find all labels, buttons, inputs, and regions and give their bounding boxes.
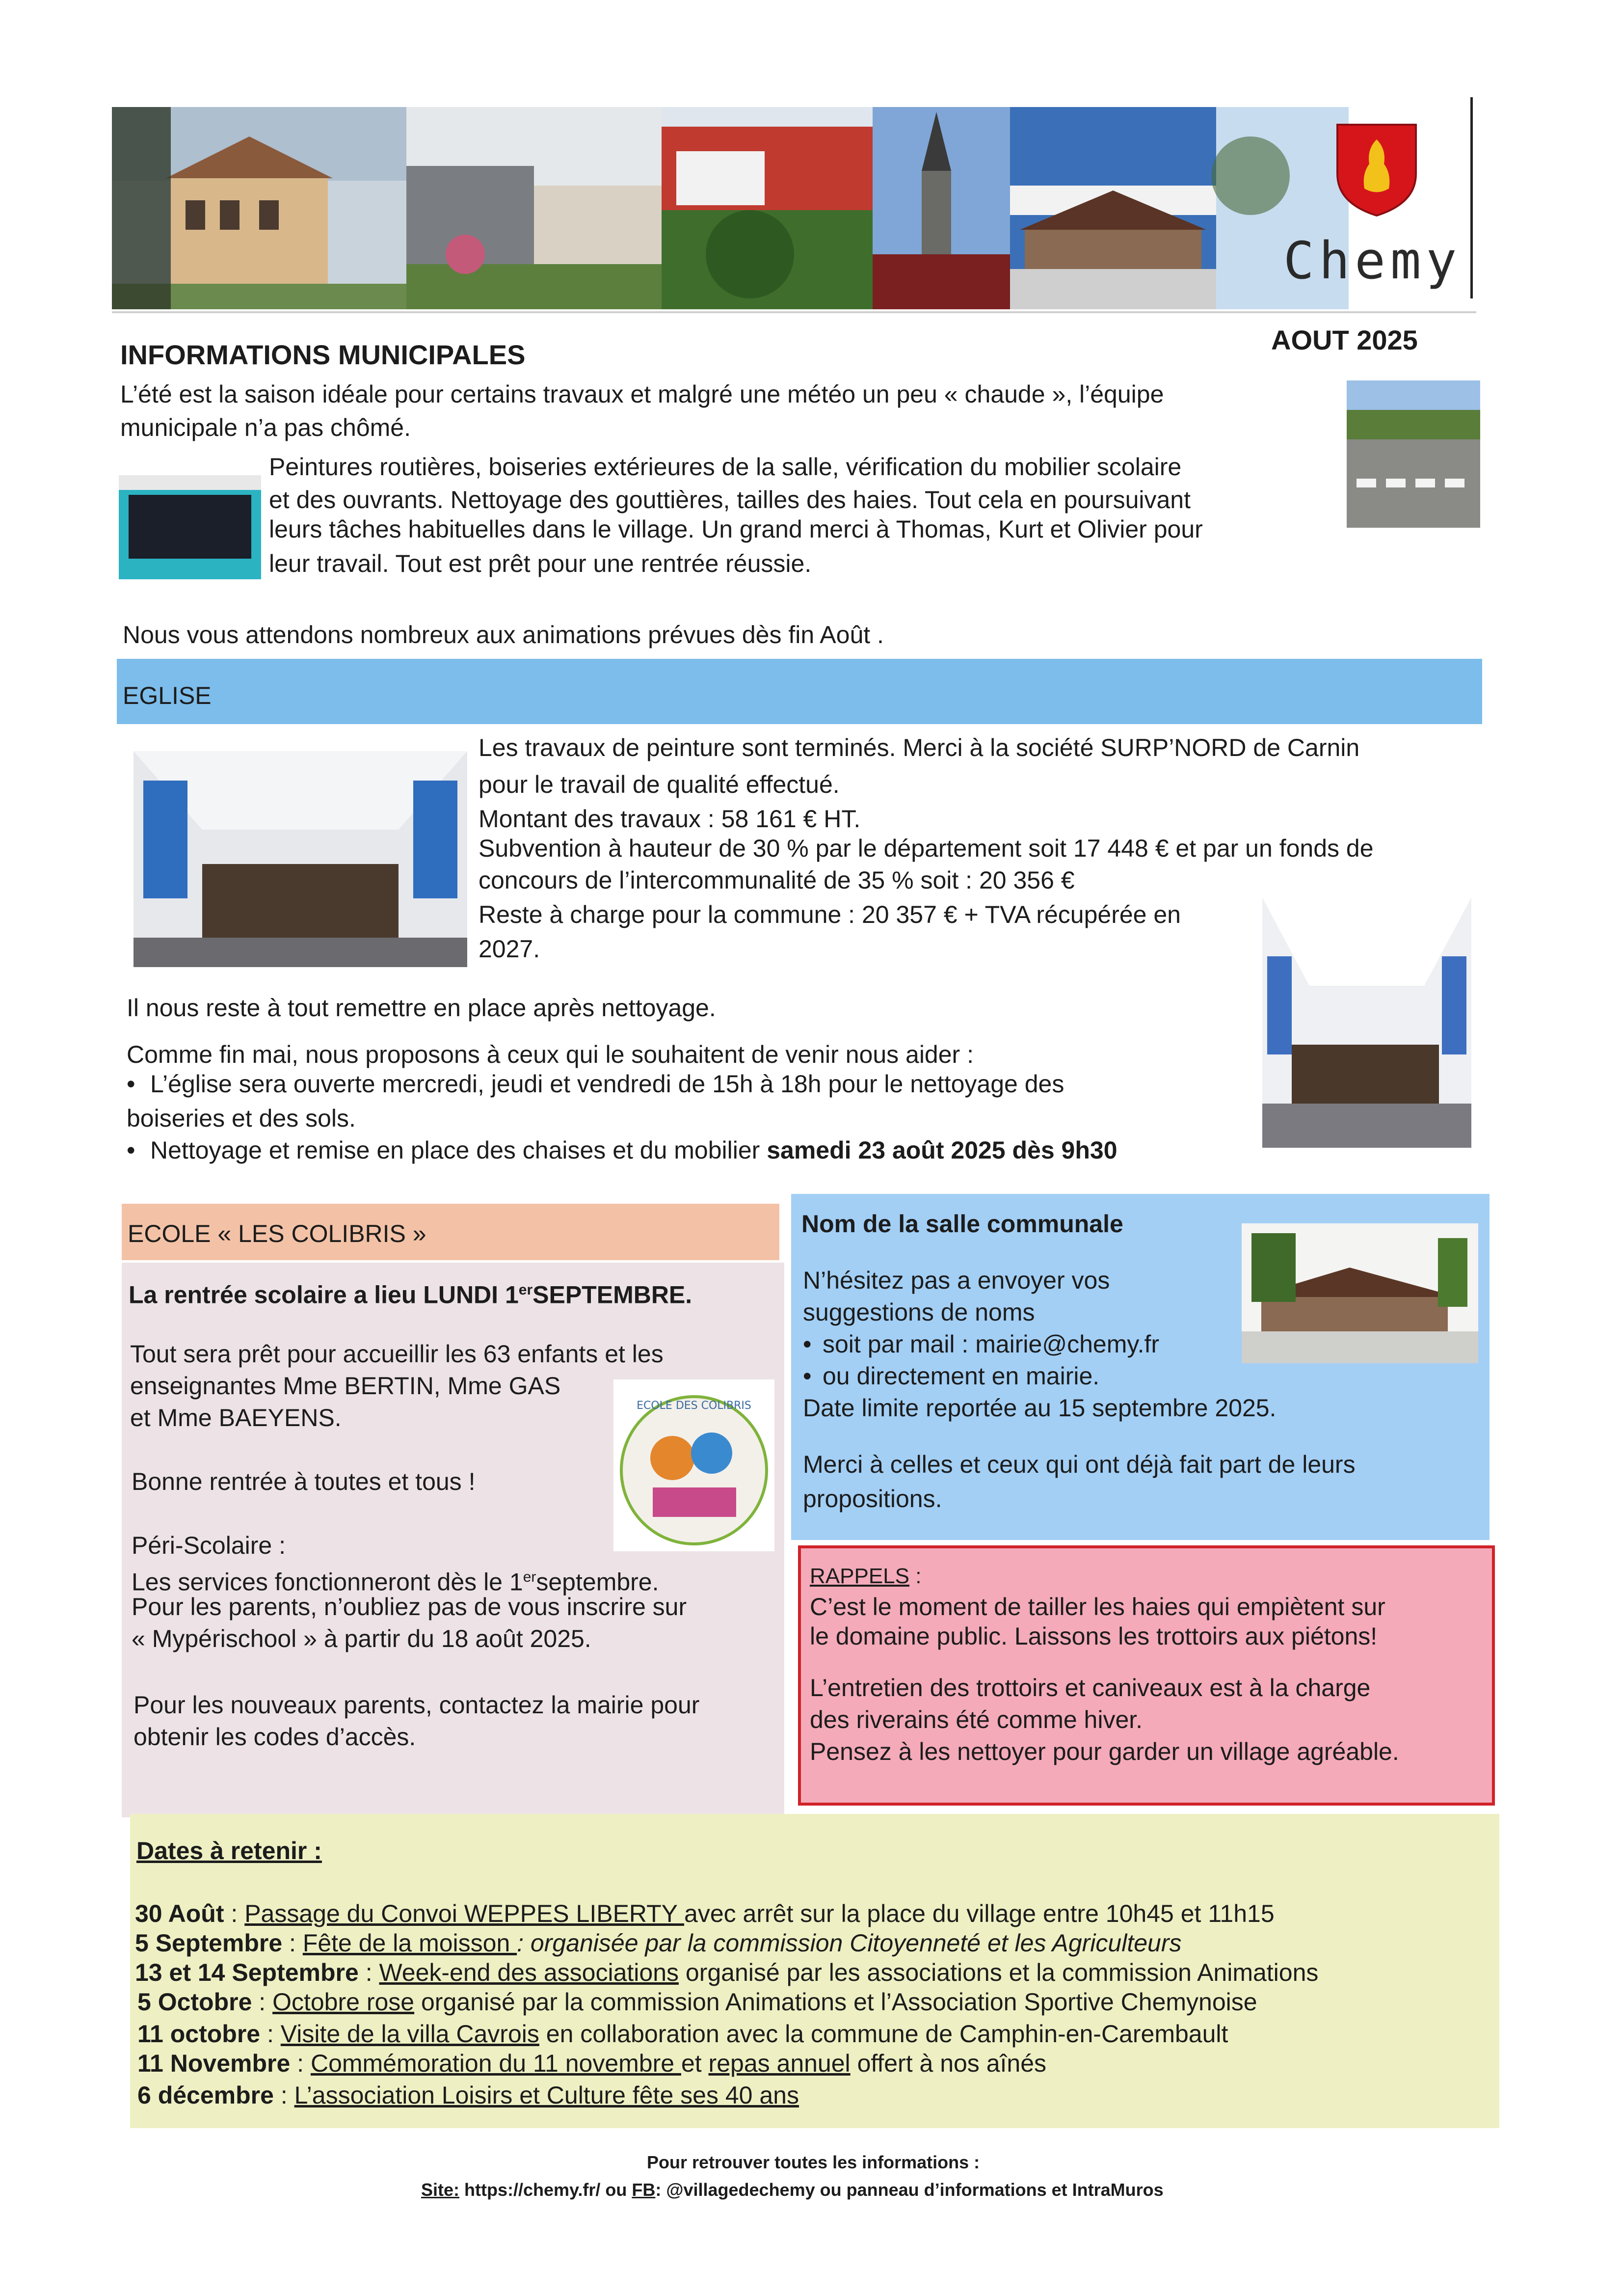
ecole-text: enseignantes Mme BERTIN, Mme GAS: [130, 1372, 561, 1400]
ecole-text: Tout sera prêt pour accueillir les 63 enfants et les: [130, 1340, 664, 1368]
salle-contact: [803, 1328, 1159, 1360]
date-label: 11 Novembre: [137, 2050, 291, 2077]
town-coat-of-arms-icon: [1328, 120, 1426, 218]
school-logo: [613, 1379, 774, 1551]
date-item: 11 octobre : Visite de la villa Cavrois en collaboration avec la commune de Camphin-en-Carembault: [137, 2020, 1228, 2048]
event-detail: offert à nos aînés: [850, 2050, 1047, 2077]
bullet-icon: •: [803, 1362, 812, 1390]
event-name: Octobre rose: [272, 1988, 415, 2016]
rappels-title: RAPPELS :: [810, 1564, 922, 1588]
bullet-icon: •: [127, 1136, 135, 1164]
salle-text: Merci à celles et ceux qui ont déjà fait part de leurs: [803, 1451, 1356, 1478]
date-item: 6 décembre : L’association Loisirs et Culture fête ses 40 ans: [137, 2081, 799, 2109]
dates-title: Dates à retenir :: [136, 1837, 322, 1864]
salle-text: suggestions de noms: [803, 1298, 1035, 1326]
date-label: 6 décembre: [137, 2081, 274, 2109]
ecole-text: Pour les nouveaux parents, contactez la mairie pour: [133, 1691, 700, 1719]
ecole-text: Pour les parents, n’oubliez pas de vous inscrire sur: [132, 1593, 687, 1621]
ecole-text: Les services fonctionneront dès le 1erseptembre.: [132, 1568, 659, 1596]
bullet-text: ou directement en mairie.: [823, 1362, 1100, 1390]
footer-line: Pour retrouver toutes les informations :: [647, 2152, 980, 2172]
event-name: Fête de la moisson: [302, 1929, 517, 1957]
salle-title: Nom de la salle communale: [801, 1210, 1123, 1238]
event-name: Passage du Convoi WEPPES LIBERTY: [244, 1900, 685, 1927]
salle-text: propositions.: [803, 1485, 942, 1513]
rappels-text: Pensez à les nettoyer pour garder un village agréable.: [810, 1738, 1399, 1765]
header-divider: [1470, 97, 1473, 298]
intro-line: municipale n’a pas chômé.: [120, 414, 411, 441]
salle-deadline: Date limite reportée au 15 septembre 2025.: [803, 1394, 1277, 1422]
school-painting-photo: [119, 475, 261, 579]
bullet-text: Nettoyage et remise en place des chaises et du mobilier: [150, 1136, 767, 1164]
road-marking-photo: [1347, 380, 1480, 528]
eglise-subsidy: Subvention à hauteur de 30 % par le département soit 17 448 € et par un fonds de: [479, 835, 1374, 862]
intro-line: leur travail. Tout est prêt pour une rentrée réussie.: [269, 550, 812, 577]
svg-text:ECOLE DES COLIBRIS: ECOLE DES COLIBRIS: [637, 1400, 751, 1412]
eglise-remaining: 2027.: [479, 935, 540, 963]
header-photo-banner: [112, 107, 1349, 309]
eglise-cost: Montant des travaux : 58 161 € HT.: [479, 805, 861, 833]
eglise-text: Il nous reste à tout remettre en place après nettoyage.: [127, 994, 716, 1022]
header-underline: [112, 311, 1476, 313]
intro-line: Nous vous attendons nombreux aux animations prévues dès fin Août .: [123, 621, 884, 648]
church-interior-photo: [133, 751, 467, 967]
event-name: repas annuel: [708, 2050, 851, 2077]
ecole-text: « Mypérischool » à partir du 18 août 2025.: [132, 1625, 591, 1652]
eglise-subsidy: concours de l’intercommunalité de 35 % soit : 20 356 €: [479, 866, 1075, 894]
town-name: Chemy: [1283, 231, 1462, 291]
cleanup-date: samedi 23 août 2025 dès 9h30: [767, 1136, 1117, 1164]
event-detail: organisé par la commission Animations et l’Association Sportive Chemynoise: [414, 1988, 1257, 2016]
issue-date: AOUT 2025: [1271, 324, 1418, 355]
date-item: 30 Août : Passage du Convoi WEPPES LIBERTY avec arrêt sur la place du village entre 10h45 et 11h15: [135, 1900, 1275, 1927]
intro-line: L’été est la saison idéale pour certains travaux et malgré une météo un peu « chaude », l’équipe: [120, 380, 1164, 408]
facebook-link[interactable]: : @villagedechemy ou panneau d’informations et IntraMuros: [655, 2180, 1164, 2200]
event-name: Visite de la villa Cavrois: [280, 2020, 539, 2048]
salle-contact: [803, 1360, 1099, 1392]
intro-line: Peintures routières, boiseries extérieures de la salle, vérification du mobilier scolaire: [269, 453, 1182, 481]
eglise-remaining: Reste à charge pour la commune : 20 357 € + TVA récupérée en: [479, 901, 1181, 928]
event-name: Commémoration du 11 novembre: [310, 2050, 681, 2077]
ecole-text: Bonne rentrée à toutes et tous !: [132, 1468, 476, 1495]
event-name: L’association Loisirs et Culture fête ses 40 ans: [294, 2081, 799, 2109]
eglise-text: boiseries et des sols.: [127, 1105, 356, 1132]
bullet-text: L’église sera ouverte mercredi, jeudi et vendredi de 15h à 18h pour le nettoyage des: [150, 1070, 1064, 1098]
intro-line: et des ouvrants. Nettoyage des gouttières, tailles des haies. Tout cela en poursuivant: [269, 486, 1191, 513]
event-name: Week-end des associations: [379, 1959, 679, 1986]
ecole-text: obtenir les codes d’accès.: [133, 1723, 416, 1751]
date-label: 13 et 14 Septembre: [135, 1959, 359, 1986]
church-nave-photo: [1262, 897, 1471, 1148]
rappels-text: C’est le moment de tailler les haies qui empiètent sur: [810, 1593, 1385, 1621]
bullet-icon: •: [127, 1070, 135, 1098]
ecole-section-header: [122, 1204, 779, 1260]
section-title: EGLISE: [123, 682, 212, 709]
footer-links: Site: https://chemy.fr/ ou FB: @villagedechemy ou panneau d’informations et IntraMuros: [421, 2180, 1164, 2200]
salle-text: N’hésitez pas a envoyer vos: [803, 1267, 1110, 1294]
mail-contact[interactable]: soit par mail : mairie@chemy.fr: [823, 1330, 1160, 1358]
eglise-bullet: [127, 1134, 1117, 1166]
date-label: 11 octobre: [137, 2020, 261, 2048]
eglise-text: pour le travail de qualité effectué.: [479, 771, 840, 798]
page-title: INFORMATIONS MUNICIPALES: [120, 339, 526, 370]
event-detail: : organisée par la commission Citoyenneté et les Agriculteurs: [517, 1929, 1182, 1957]
rappels-text: le domaine public. Laissons les trottoirs aux piétons!: [810, 1622, 1378, 1650]
date-item: 5 Septembre : Fête de la moisson : organisée par la commission Citoyenneté et les Agriculteurs: [135, 1929, 1182, 1957]
section-title: ECOLE « LES COLIBRIS »: [128, 1220, 426, 1247]
eglise-text: Comme fin mai, nous proposons à ceux qui le souhaitent de venir nous aider :: [127, 1041, 974, 1068]
eglise-bullet: [127, 1068, 1064, 1100]
intro-line: leurs tâches habituelles dans le village. Un grand merci à Thomas, Kurt et Olivier pour: [269, 515, 1203, 543]
date-item: 5 Octobre : Octobre rose organisé par la commission Animations et l’Association Sportive Chemynoise: [137, 1988, 1257, 2016]
date-label: 30 Août: [135, 1900, 224, 1927]
rappels-text: des riverains été comme hiver.: [810, 1706, 1143, 1733]
date-label: 5 Octobre: [137, 1988, 252, 2016]
date-item: 13 et 14 Septembre : Week-end des associations organisé par les associations et la commission Animations: [135, 1959, 1319, 1986]
rentree-title: La rentrée scolaire a lieu LUNDI 1erSEPTEMBRE.: [129, 1281, 692, 1309]
event-detail: en collaboration avec la commune de Camphin-en-Carembault: [539, 2020, 1228, 2048]
site-link[interactable]: https://chemy.fr/ ou: [459, 2180, 632, 2200]
event-detail: organisé par les associations et la commission Animations: [679, 1959, 1319, 1986]
ecole-text: et Mme BAEYENS.: [130, 1404, 342, 1432]
ecole-text: Péri-Scolaire :: [132, 1532, 286, 1559]
date-item: 11 Novembre : Commémoration du 11 novembre et repas annuel offert à nos aînés: [137, 2050, 1047, 2077]
rappels-text: L’entretien des trottoirs et caniveaux est à la charge: [810, 1674, 1371, 1702]
bullet-icon: •: [803, 1330, 812, 1358]
salle-communale-photo: [1242, 1223, 1478, 1363]
event-detail: avec arrêt sur la place du village entre 10h45 et 11h15: [684, 1900, 1275, 1927]
eglise-section-header: [117, 659, 1482, 724]
eglise-text: Les travaux de peinture sont terminés. Merci à la société SURP’NORD de Carnin: [479, 734, 1360, 761]
date-label: 5 Septembre: [135, 1929, 283, 1957]
